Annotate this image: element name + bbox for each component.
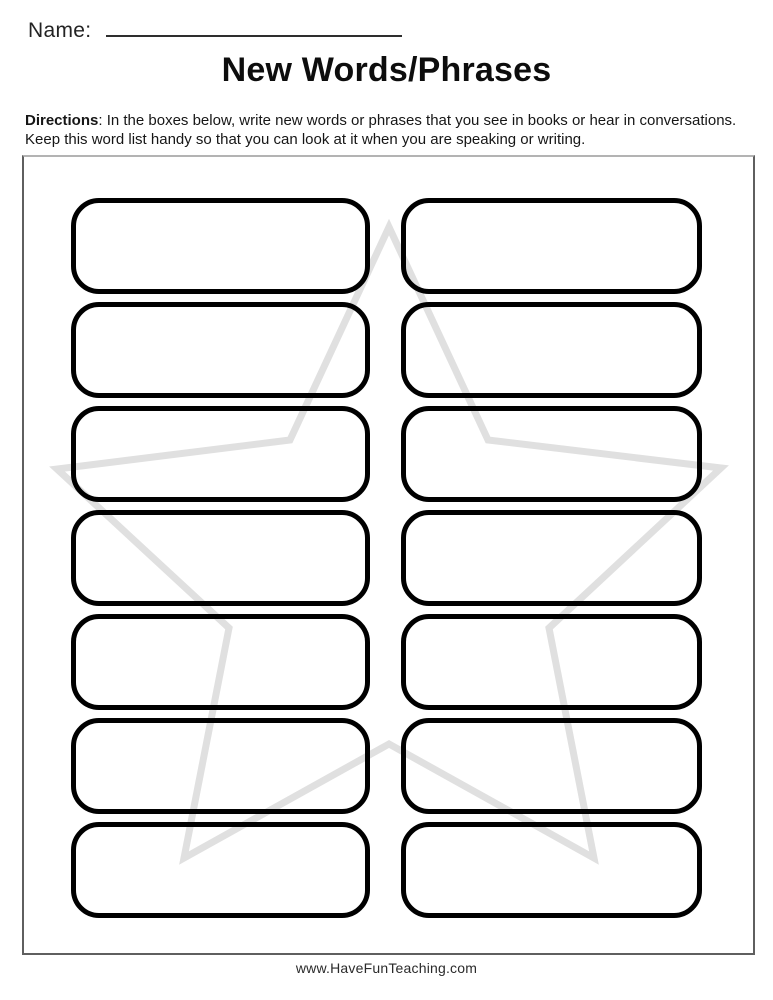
directions-text [25,111,767,149]
directions-label: Directions [25,112,99,129]
directions-line-1-rest: : In the boxes below, write new words or phrases that you see in books or hear in conversations. [98,112,737,129]
word-box[interactable] [71,302,370,398]
word-box[interactable] [401,198,702,294]
word-box[interactable] [71,718,370,814]
word-box[interactable] [71,198,370,294]
directions-line-2: Keep this word list handy so that you can look at it when you are speaking or writing. [25,131,586,148]
worksheet-frame [22,155,755,955]
word-box[interactable] [71,614,370,710]
name-write-line[interactable] [106,18,402,37]
word-box[interactable] [401,822,702,918]
word-box[interactable] [71,822,370,918]
word-box-grid [24,157,753,918]
word-box[interactable] [401,406,702,502]
directions-line-1 [25,111,767,130]
page-title: New Words/Phrases [221,51,552,89]
footer-website-text: www.HaveFunTeaching.com [295,960,478,976]
word-box[interactable] [401,614,702,710]
word-box[interactable] [401,510,702,606]
name-row [28,18,402,43]
word-box[interactable] [401,718,702,814]
word-box[interactable] [71,406,370,502]
word-box[interactable] [71,510,370,606]
word-box[interactable] [401,302,702,398]
name-label: Name: [28,19,92,42]
